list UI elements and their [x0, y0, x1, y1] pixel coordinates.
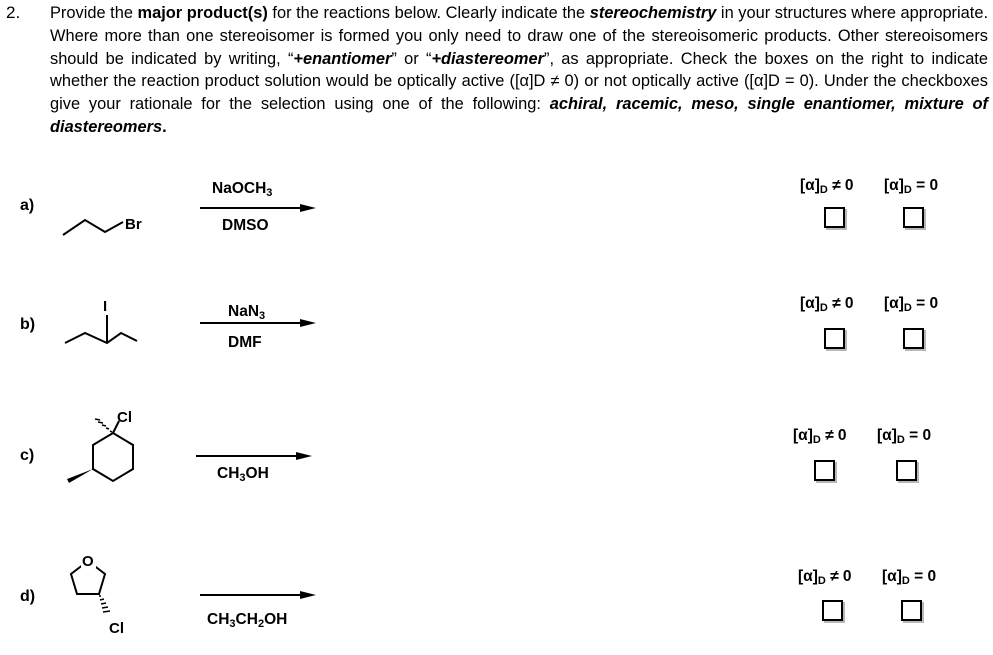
- chloro-methylcyclohexane-structure: [55, 405, 165, 505]
- reaction-c: [0, 405, 993, 505]
- option-active-label: $[\alpha]_D \ne 0$: [800, 295, 854, 314]
- instr-seg-5: +enantiomer: [293, 49, 392, 68]
- reagent-top: NaOCH$_3$: [212, 180, 273, 199]
- checkbox-optically-inactive[interactable]: [896, 460, 917, 481]
- option-active-label: $[\alpha]_D \ne 0$: [793, 427, 847, 446]
- reaction-arrow: [200, 203, 320, 213]
- checkbox-optically-active[interactable]: [824, 328, 845, 349]
- bromopropane-structure: [55, 180, 165, 240]
- instr-seg-9: achiral, racemic, meso, single enantiomer, mixture of diastereomers: [50, 95, 989, 136]
- substituent-label: Br: [125, 216, 142, 233]
- option-inactive-label: $[\alpha]_D = 0$: [882, 568, 937, 587]
- reaction-label: b): [20, 316, 36, 333]
- substituent-label: Cl: [109, 620, 124, 637]
- reaction-label: d): [20, 588, 36, 605]
- checkbox-optically-inactive[interactable]: [903, 328, 924, 349]
- option-active-label: $[\alpha]_D \ne 0$: [798, 568, 852, 587]
- instr-seg-8: ”, as appropriate. Check the boxes on the right to indicate whether the reaction product solution would be optically active ([α]D ≠ 0) or not optically active ([α]D = 0). Under the checkboxes give your rationale for the selection using one of the following:: [50, 49, 988, 114]
- reaction-b: [0, 278, 993, 378]
- iodoalkane-structure: [55, 293, 165, 353]
- instr-seg-3: stereochemistry: [589, 4, 717, 22]
- ring-oxygen-label: O: [82, 553, 94, 570]
- instr-seg-4: in your structures where appropriate. Where more than one stereoisomer is formed you only need to draw one of the stereoisomeric products. Other stereoisomers should be indicated by writing, “: [50, 4, 988, 68]
- option-inactive-label: $[\alpha]_D = 0$: [884, 295, 939, 314]
- question-number: 2.: [6, 3, 21, 22]
- checkbox-optically-active[interactable]: [822, 600, 843, 621]
- reagent-bottom: $CH_3OH$: [217, 465, 269, 484]
- reaction-arrow: [200, 590, 320, 600]
- reagent-bottom: DMF: [228, 334, 262, 351]
- checkbox-optically-active[interactable]: [824, 207, 845, 228]
- checkbox-optically-inactive[interactable]: [901, 600, 922, 621]
- reaction-arrow: [200, 318, 320, 328]
- option-inactive-label: $[\alpha]_D = 0$: [884, 177, 939, 196]
- reaction-label: a): [20, 197, 35, 214]
- option-active-label: $[\alpha]_D \ne 0$: [800, 177, 854, 196]
- substituent-label: I: [103, 298, 108, 315]
- reaction-d: [0, 550, 993, 650]
- instr-seg-7: +diastereomer: [431, 49, 544, 68]
- instr-seg-10: .: [162, 117, 167, 136]
- checkbox-optically-inactive[interactable]: [903, 207, 924, 228]
- reaction-label: c): [20, 447, 35, 464]
- substituent-label: Cl: [117, 409, 132, 426]
- instr-seg-0: Provide the: [50, 4, 138, 22]
- reagent-top: NaN$_3$: [228, 303, 266, 322]
- instr-seg-2: for the reactions below. Clearly indicate the: [267, 4, 590, 22]
- question-instructions: [50, 2, 988, 139]
- instr-seg-1: major product(s): [137, 4, 268, 22]
- reagent-bottom: DMSO: [222, 217, 269, 234]
- chlorotetrahydrofuran-structure: [55, 550, 165, 650]
- option-inactive-label: $[\alpha]_D = 0$: [877, 427, 932, 446]
- reagent-bottom: $CH_3CH_2OH$: [207, 611, 288, 630]
- reaction-arrow: [196, 451, 316, 461]
- reaction-a: [0, 160, 993, 260]
- instr-seg-6: ” or “: [391, 49, 432, 68]
- checkbox-optically-active[interactable]: [814, 460, 835, 481]
